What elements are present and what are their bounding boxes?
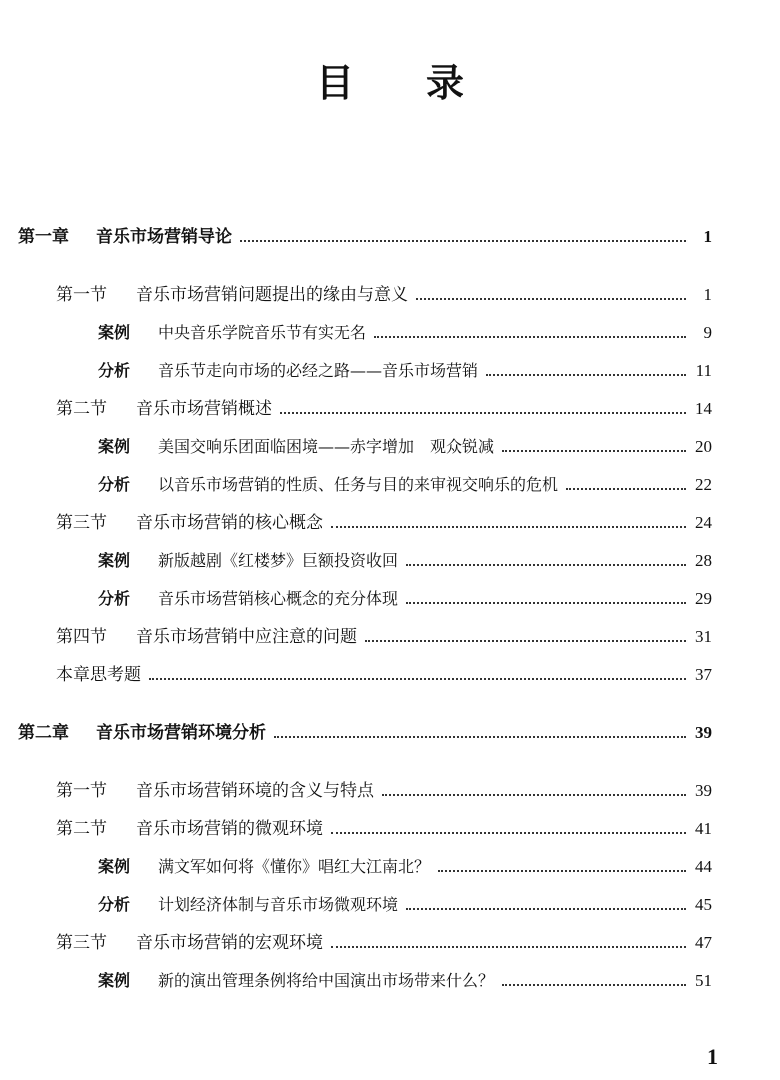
entry-label: 案例 xyxy=(98,323,131,342)
dot-leader xyxy=(502,984,686,986)
entry-page-number: 14 xyxy=(695,399,712,418)
dot-leader xyxy=(365,640,686,642)
dot-leader xyxy=(486,374,686,376)
section-entry[interactable] xyxy=(56,662,712,688)
entry-title: 以音乐市场营销的性质、任务与目的来审视交响乐的危机 xyxy=(158,475,559,494)
entry-title: 美国交响乐团面临困境——赤字增加 观众锐减 xyxy=(158,437,495,456)
dot-leader xyxy=(416,298,686,300)
entry-title: 中央音乐学院音乐节有实无名 xyxy=(158,323,367,342)
entry-title: 新版越剧《红楼梦》巨额投资收回 xyxy=(158,551,399,570)
entry-page-number: 24 xyxy=(695,513,712,532)
section-entry[interactable] xyxy=(56,282,712,308)
entry-label: 分析 xyxy=(98,895,131,914)
dot-leader xyxy=(382,794,686,796)
title-char-1: 目 xyxy=(315,61,354,105)
dot-leader xyxy=(374,336,686,338)
entry-label: 案例 xyxy=(98,437,131,456)
entry-label: 第一节 xyxy=(56,781,107,801)
title-char-2: 录 xyxy=(426,61,465,105)
entry-label: 第二节 xyxy=(56,399,107,419)
entry-label: 第一节 xyxy=(56,285,107,305)
dot-leader xyxy=(566,488,686,490)
entry-page-number: 22 xyxy=(695,475,712,494)
sub-entry[interactable] xyxy=(98,320,712,346)
dot-leader xyxy=(406,908,686,910)
sub-entry[interactable] xyxy=(98,434,712,460)
entry-title: 音乐市场营销核心概念的充分体现 xyxy=(158,589,399,608)
chapter-entry[interactable] xyxy=(18,720,712,746)
dot-leader xyxy=(438,870,686,872)
entry-page-number: 9 xyxy=(703,323,712,342)
entry-title: 音乐市场营销环境的含义与特点 xyxy=(136,781,374,801)
section-entry[interactable] xyxy=(56,396,712,422)
dot-leader xyxy=(240,240,686,242)
sub-entry[interactable] xyxy=(98,586,712,612)
entry-page-number: 44 xyxy=(695,857,712,876)
entry-title: 音乐市场营销问题提出的缘由与意义 xyxy=(136,285,408,305)
entry-title: 音乐市场营销环境分析 xyxy=(96,723,266,743)
entry-title: 音乐市场营销导论 xyxy=(96,227,232,247)
entry-label: 第二节 xyxy=(56,819,107,839)
entry-page-number: 39 xyxy=(695,723,712,742)
entry-label: 第三节 xyxy=(56,933,107,953)
section-entry[interactable] xyxy=(56,624,712,650)
dot-leader xyxy=(502,450,686,452)
page-number: 1 xyxy=(707,1044,718,1069)
entry-label: 分析 xyxy=(98,589,131,608)
entry-label: 案例 xyxy=(98,857,131,876)
sub-entry[interactable] xyxy=(98,968,712,994)
sub-entry[interactable] xyxy=(98,358,712,384)
entry-title: 满文军如何将《懂你》唱红大江南北？ xyxy=(158,857,431,876)
entry-label: 分析 xyxy=(98,361,131,380)
dot-leader xyxy=(331,946,686,948)
entry-page-number: 47 xyxy=(695,933,712,952)
entry-title: 音乐市场营销的微观环境 xyxy=(136,819,323,839)
dot-leader xyxy=(406,602,686,604)
entry-title: 本章思考题 xyxy=(56,665,141,685)
entry-label: 第三节 xyxy=(56,513,107,533)
entry-page-number: 11 xyxy=(695,361,712,380)
entry-title: 音乐市场营销的宏观环境 xyxy=(136,933,323,953)
sub-entry[interactable] xyxy=(98,892,712,918)
sub-entry[interactable] xyxy=(98,854,712,880)
section-entry[interactable] xyxy=(56,930,712,956)
dot-leader xyxy=(406,564,686,566)
entry-page-number: 28 xyxy=(695,551,712,570)
entry-page-number: 29 xyxy=(695,589,712,608)
section-entry[interactable] xyxy=(56,510,712,536)
entry-label: 案例 xyxy=(98,551,131,570)
sub-entry[interactable] xyxy=(98,548,712,574)
entry-label: 第二章 xyxy=(18,723,69,743)
entry-page-number: 45 xyxy=(695,895,712,914)
dot-leader xyxy=(280,412,686,414)
entry-title: 音乐市场营销中应注意的问题 xyxy=(136,627,357,647)
entry-label: 第四节 xyxy=(56,627,107,647)
entry-page-number: 31 xyxy=(695,627,712,646)
entry-label: 分析 xyxy=(98,475,131,494)
entry-page-number: 39 xyxy=(695,781,712,800)
entry-page-number: 37 xyxy=(695,665,712,684)
section-entry[interactable] xyxy=(56,778,712,804)
sub-entry[interactable] xyxy=(98,472,712,498)
dot-leader xyxy=(331,526,686,528)
entry-page-number: 20 xyxy=(695,437,712,456)
dot-leader xyxy=(149,678,686,680)
entry-page-number: 1 xyxy=(703,285,712,304)
entry-title: 计划经济体制与音乐市场微观环境 xyxy=(158,895,399,914)
dot-leader xyxy=(331,832,686,834)
chapter-entry[interactable] xyxy=(18,224,712,250)
entry-title: 新的演出管理条例将给中国演出市场带来什么？ xyxy=(158,971,495,990)
section-entry[interactable] xyxy=(56,816,712,842)
entry-title: 音乐节走向市场的必经之路——音乐市场营销 xyxy=(158,361,479,380)
entry-label: 案例 xyxy=(98,971,131,990)
entry-page-number: 1 xyxy=(703,227,712,246)
entry-title: 音乐市场营销的核心概念 xyxy=(136,513,323,533)
dot-leader xyxy=(274,736,686,738)
entry-title: 音乐市场营销概述 xyxy=(136,399,272,419)
entry-page-number: 51 xyxy=(695,971,712,990)
entry-label: 第一章 xyxy=(18,227,69,247)
entry-page-number: 41 xyxy=(695,819,712,838)
